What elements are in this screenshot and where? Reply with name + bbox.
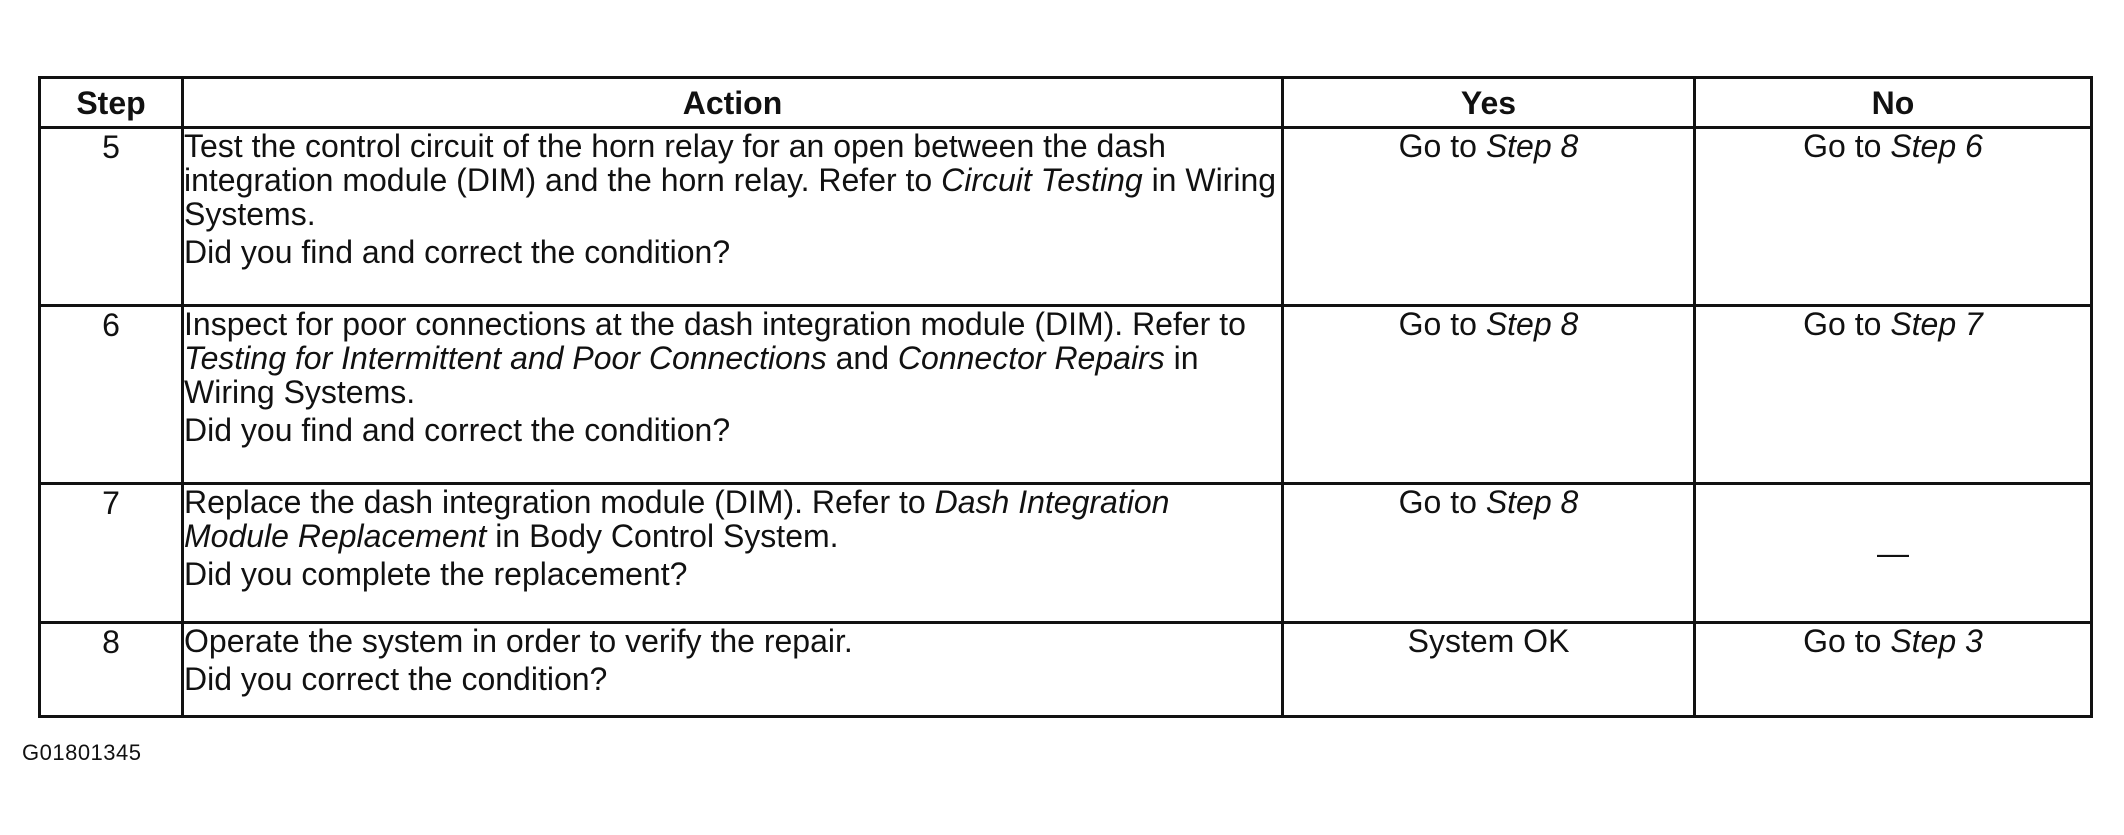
no-prefix: Go to — [1803, 623, 1891, 659]
action-reference: Circuit Testing — [941, 162, 1143, 198]
action-question: Did you find and correct the condition? — [184, 234, 731, 270]
action-description — [184, 485, 1281, 553]
action-text: Replace the dash integration module (DIM). Refer to — [184, 484, 935, 520]
step-number: 5 — [40, 128, 183, 306]
table-row — [40, 484, 2092, 623]
yes-step-ref: Step 8 — [1485, 128, 1579, 164]
yes-prefix: Go to — [1398, 484, 1486, 520]
step-number: 7 — [40, 484, 183, 623]
action-cell — [183, 484, 1283, 623]
action-description — [184, 307, 1281, 409]
table-row — [40, 306, 2092, 484]
action-cell — [183, 623, 1283, 717]
yes-prefix: Go to — [1398, 306, 1486, 342]
table-row — [40, 128, 2092, 306]
action-question: Did you correct the condition? — [184, 661, 608, 697]
no-prefix: Go to — [1803, 128, 1891, 164]
yes-result — [1283, 484, 1695, 623]
action-text: in Body Control System. — [486, 518, 839, 554]
yes-prefix: System OK — [1407, 623, 1570, 659]
yes-step-ref: Step 8 — [1485, 484, 1579, 520]
action-reference: Connector Repairs — [897, 340, 1165, 376]
yes-result — [1283, 623, 1695, 717]
yes-result — [1283, 306, 1695, 484]
no-dash: — — [1877, 535, 1909, 571]
no-result — [1695, 128, 2092, 306]
action-description — [184, 129, 1281, 231]
no-result — [1695, 306, 2092, 484]
no-step-ref: Step 6 — [1890, 128, 1983, 164]
action-reference: Dash Integration Module Replacement — [184, 484, 1170, 554]
step-number: 6 — [40, 306, 183, 484]
action-description — [184, 624, 1281, 658]
step-number: 8 — [40, 623, 183, 717]
action-text: Test the control circuit of the horn relay for an open between the dash integration module (DIM) and the horn relay. Refer to — [184, 128, 1166, 198]
yes-step-ref: Step 8 — [1485, 306, 1579, 342]
table-row — [40, 623, 2092, 717]
yes-result — [1283, 128, 1695, 306]
action-cell — [183, 306, 1283, 484]
no-step-ref: Step 3 — [1890, 623, 1983, 659]
header-action: Action — [183, 78, 1283, 128]
action-reference: Testing for Intermittent and Poor Connections — [184, 340, 827, 376]
header-no: No — [1695, 78, 2092, 128]
action-text: in Wiring Systems. — [184, 340, 1199, 410]
action-text: Operate the system in order to verify the repair. — [184, 623, 853, 659]
table-header-row — [40, 78, 2092, 128]
no-prefix: Go to — [1803, 306, 1891, 342]
no-result — [1695, 623, 2092, 717]
action-question: Did you complete the replacement? — [184, 556, 688, 592]
action-cell — [183, 128, 1283, 306]
header-step: Step — [40, 78, 183, 128]
action-text: Inspect for poor connections at the dash integration module (DIM). Refer to — [184, 306, 1246, 342]
header-yes: Yes — [1283, 78, 1695, 128]
no-step-ref: Step 7 — [1890, 306, 1983, 342]
action-question: Did you find and correct the condition? — [184, 412, 731, 448]
diagnostic-table — [38, 76, 2093, 718]
figure-id: G01801345 — [22, 740, 142, 765]
action-text: and — [826, 340, 898, 376]
action-text: in Wiring Systems. — [184, 162, 1277, 232]
no-result — [1695, 484, 2092, 623]
yes-prefix: Go to — [1398, 128, 1486, 164]
